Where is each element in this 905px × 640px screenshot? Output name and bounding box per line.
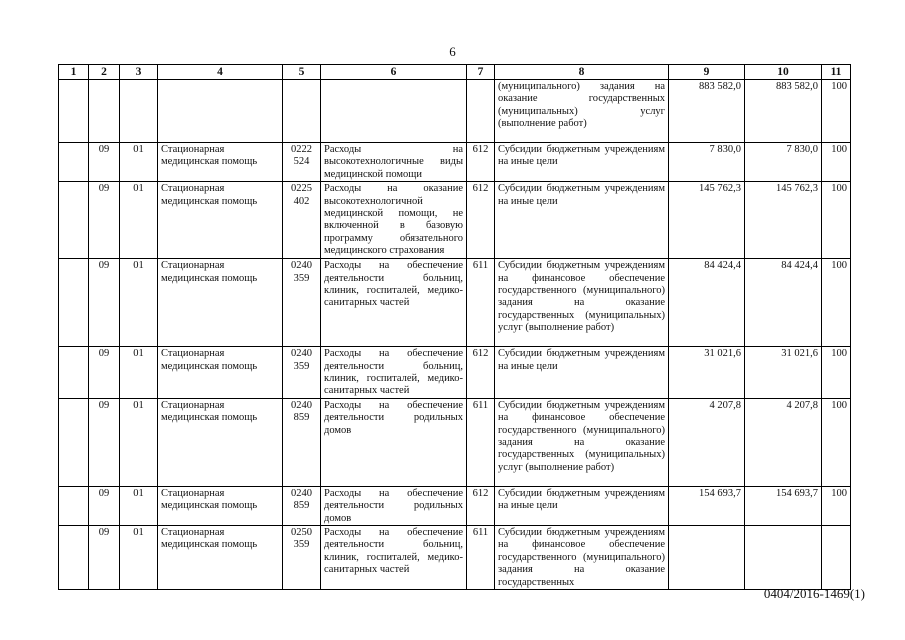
expense-description: Расходы на высокотехнологичные виды медицинской помощи [321,143,467,182]
subsection-code: 01 [120,486,158,525]
section-code: 09 [89,486,120,525]
target-article-code: 0240 359 [283,259,321,347]
row-cell-empty [59,143,89,182]
actual-amount: 883 582,0 [745,80,822,143]
page-number: 6 [449,44,456,59]
expense-description: Расходы на оказание высокотехнологичной медицинской помощи, не включенной в базовую программу обязательного медицинского страхования [321,182,467,259]
target-article-code: 0250 359 [283,526,321,590]
target-article-code: 0240 359 [283,347,321,399]
expense-type-code: 612 [467,143,495,182]
execution-percent: 100 [822,347,851,399]
expense-type-name: Субсидии бюджетным учреждениям на иные цели [495,347,669,399]
actual-amount [745,526,822,590]
header-cell: 3 [120,65,158,80]
expense-type-name: Субсидии бюджетным учреждениям на финансовое обеспечение государственного (муниципального) задания на оказание государственных (муниципальных) услуг (выполнение работ) [495,398,669,486]
document-code: 0404/2016-1469(1) [763,586,865,601]
row-cell-empty [59,347,89,399]
subsection-name: Стационарная медицинская помощь [158,526,283,590]
table-row [59,398,851,486]
expense-type-name: Субсидии бюджетным учреждениям на иные цели [495,182,669,259]
header-cell: 10 [745,65,822,80]
subsection-code [120,80,158,143]
execution-percent: 100 [822,486,851,525]
execution-percent: 100 [822,259,851,347]
target-article-code: 0240 859 [283,398,321,486]
header-cell: 5 [283,65,321,80]
planned-amount: 7 830,0 [669,143,745,182]
section-code: 09 [89,347,120,399]
subsection-code: 01 [120,398,158,486]
expense-description [321,80,467,143]
row-cell-empty [59,486,89,525]
section-code: 09 [89,398,120,486]
subsection-code: 01 [120,259,158,347]
section-code: 09 [89,526,120,590]
header-cell: 6 [321,65,467,80]
row-cell-empty [59,182,89,259]
planned-amount: 31 021,6 [669,347,745,399]
planned-amount: 883 582,0 [669,80,745,143]
planned-amount [669,526,745,590]
expense-type-code: 612 [467,486,495,525]
table-row [59,80,851,143]
expense-type-code: 611 [467,526,495,590]
expense-type-code: 611 [467,398,495,486]
section-code [89,80,120,143]
actual-amount: 154 693,7 [745,486,822,525]
header-cell: 1 [59,65,89,80]
subsection-name [158,80,283,143]
table-row [59,486,851,525]
subsection-code: 01 [120,182,158,259]
planned-amount: 4 207,8 [669,398,745,486]
row-cell-empty [59,398,89,486]
subsection-name: Стационарная медицинская помощь [158,486,283,525]
header-cell: 11 [822,65,851,80]
expense-type-name: Субсидии бюджетным учреждениям на финансовое обеспечение государственного (муниципального) задания на оказание государственных [495,526,669,590]
actual-amount: 84 424,4 [745,259,822,347]
budget-table [58,64,851,590]
expense-type-name: Субсидии бюджетным учреждениям на финансовое обеспечение государственного (муниципального) задания на оказание государственных (муниципальных) услуг (выполнение работ) [495,259,669,347]
row-cell-empty [59,526,89,590]
expense-type-code: 612 [467,347,495,399]
target-article-code: 0240 859 [283,486,321,525]
target-article-code: 0225 402 [283,182,321,259]
expense-type-name: Субсидии бюджетным учреждениям на иные цели [495,143,669,182]
header-cell: 9 [669,65,745,80]
table-row [59,143,851,182]
table-row [59,182,851,259]
section-code: 09 [89,182,120,259]
header-cell: 2 [89,65,120,80]
section-code: 09 [89,259,120,347]
table-row [59,526,851,590]
execution-percent: 100 [822,182,851,259]
subsection-code: 01 [120,347,158,399]
expense-description: Расходы на обеспечение деятельности родильных домов [321,486,467,525]
table-row [59,347,851,399]
actual-amount: 31 021,6 [745,347,822,399]
actual-amount: 145 762,3 [745,182,822,259]
execution-percent: 100 [822,80,851,143]
subsection-name: Стационарная медицинская помощь [158,259,283,347]
subsection-code: 01 [120,143,158,182]
header-cell: 7 [467,65,495,80]
planned-amount: 84 424,4 [669,259,745,347]
subsection-name: Стационарная медицинская помощь [158,182,283,259]
expense-description: Расходы на обеспечение деятельности больниц, клиник, госпиталей, медико-санитарных частей [321,526,467,590]
expense-description: Расходы на обеспечение деятельности родильных домов [321,398,467,486]
section-code: 09 [89,143,120,182]
row-cell-empty [59,259,89,347]
expense-type-name: Субсидии бюджетным учреждениям на иные цели [495,486,669,525]
header-cell: 4 [158,65,283,80]
subsection-code: 01 [120,526,158,590]
planned-amount: 154 693,7 [669,486,745,525]
execution-percent: 100 [822,398,851,486]
expense-type-code: 611 [467,259,495,347]
subsection-name: Стационарная медицинская помощь [158,143,283,182]
expense-type-code: 612 [467,182,495,259]
row-cell-empty [59,80,89,143]
planned-amount: 145 762,3 [669,182,745,259]
expense-description: Расходы на обеспечение деятельности больниц, клиник, госпиталей, медико-санитарных частей [321,259,467,347]
expense-type-code [467,80,495,143]
subsection-name: Стационарная медицинская помощь [158,398,283,486]
actual-amount: 4 207,8 [745,398,822,486]
header-cell: 8 [495,65,669,80]
expense-description: Расходы на обеспечение деятельности больниц, клиник, госпиталей, медико-санитарных частей [321,347,467,399]
execution-percent [822,526,851,590]
table-row [59,259,851,347]
target-article-code [283,80,321,143]
expense-type-name: (муниципального) задания на оказание государственных (муниципальных) услуг (выполнение работ) [495,80,669,143]
subsection-name: Стационарная медицинская помощь [158,347,283,399]
target-article-code: 0222 524 [283,143,321,182]
actual-amount: 7 830,0 [745,143,822,182]
execution-percent: 100 [822,143,851,182]
table-header-row [59,65,851,80]
